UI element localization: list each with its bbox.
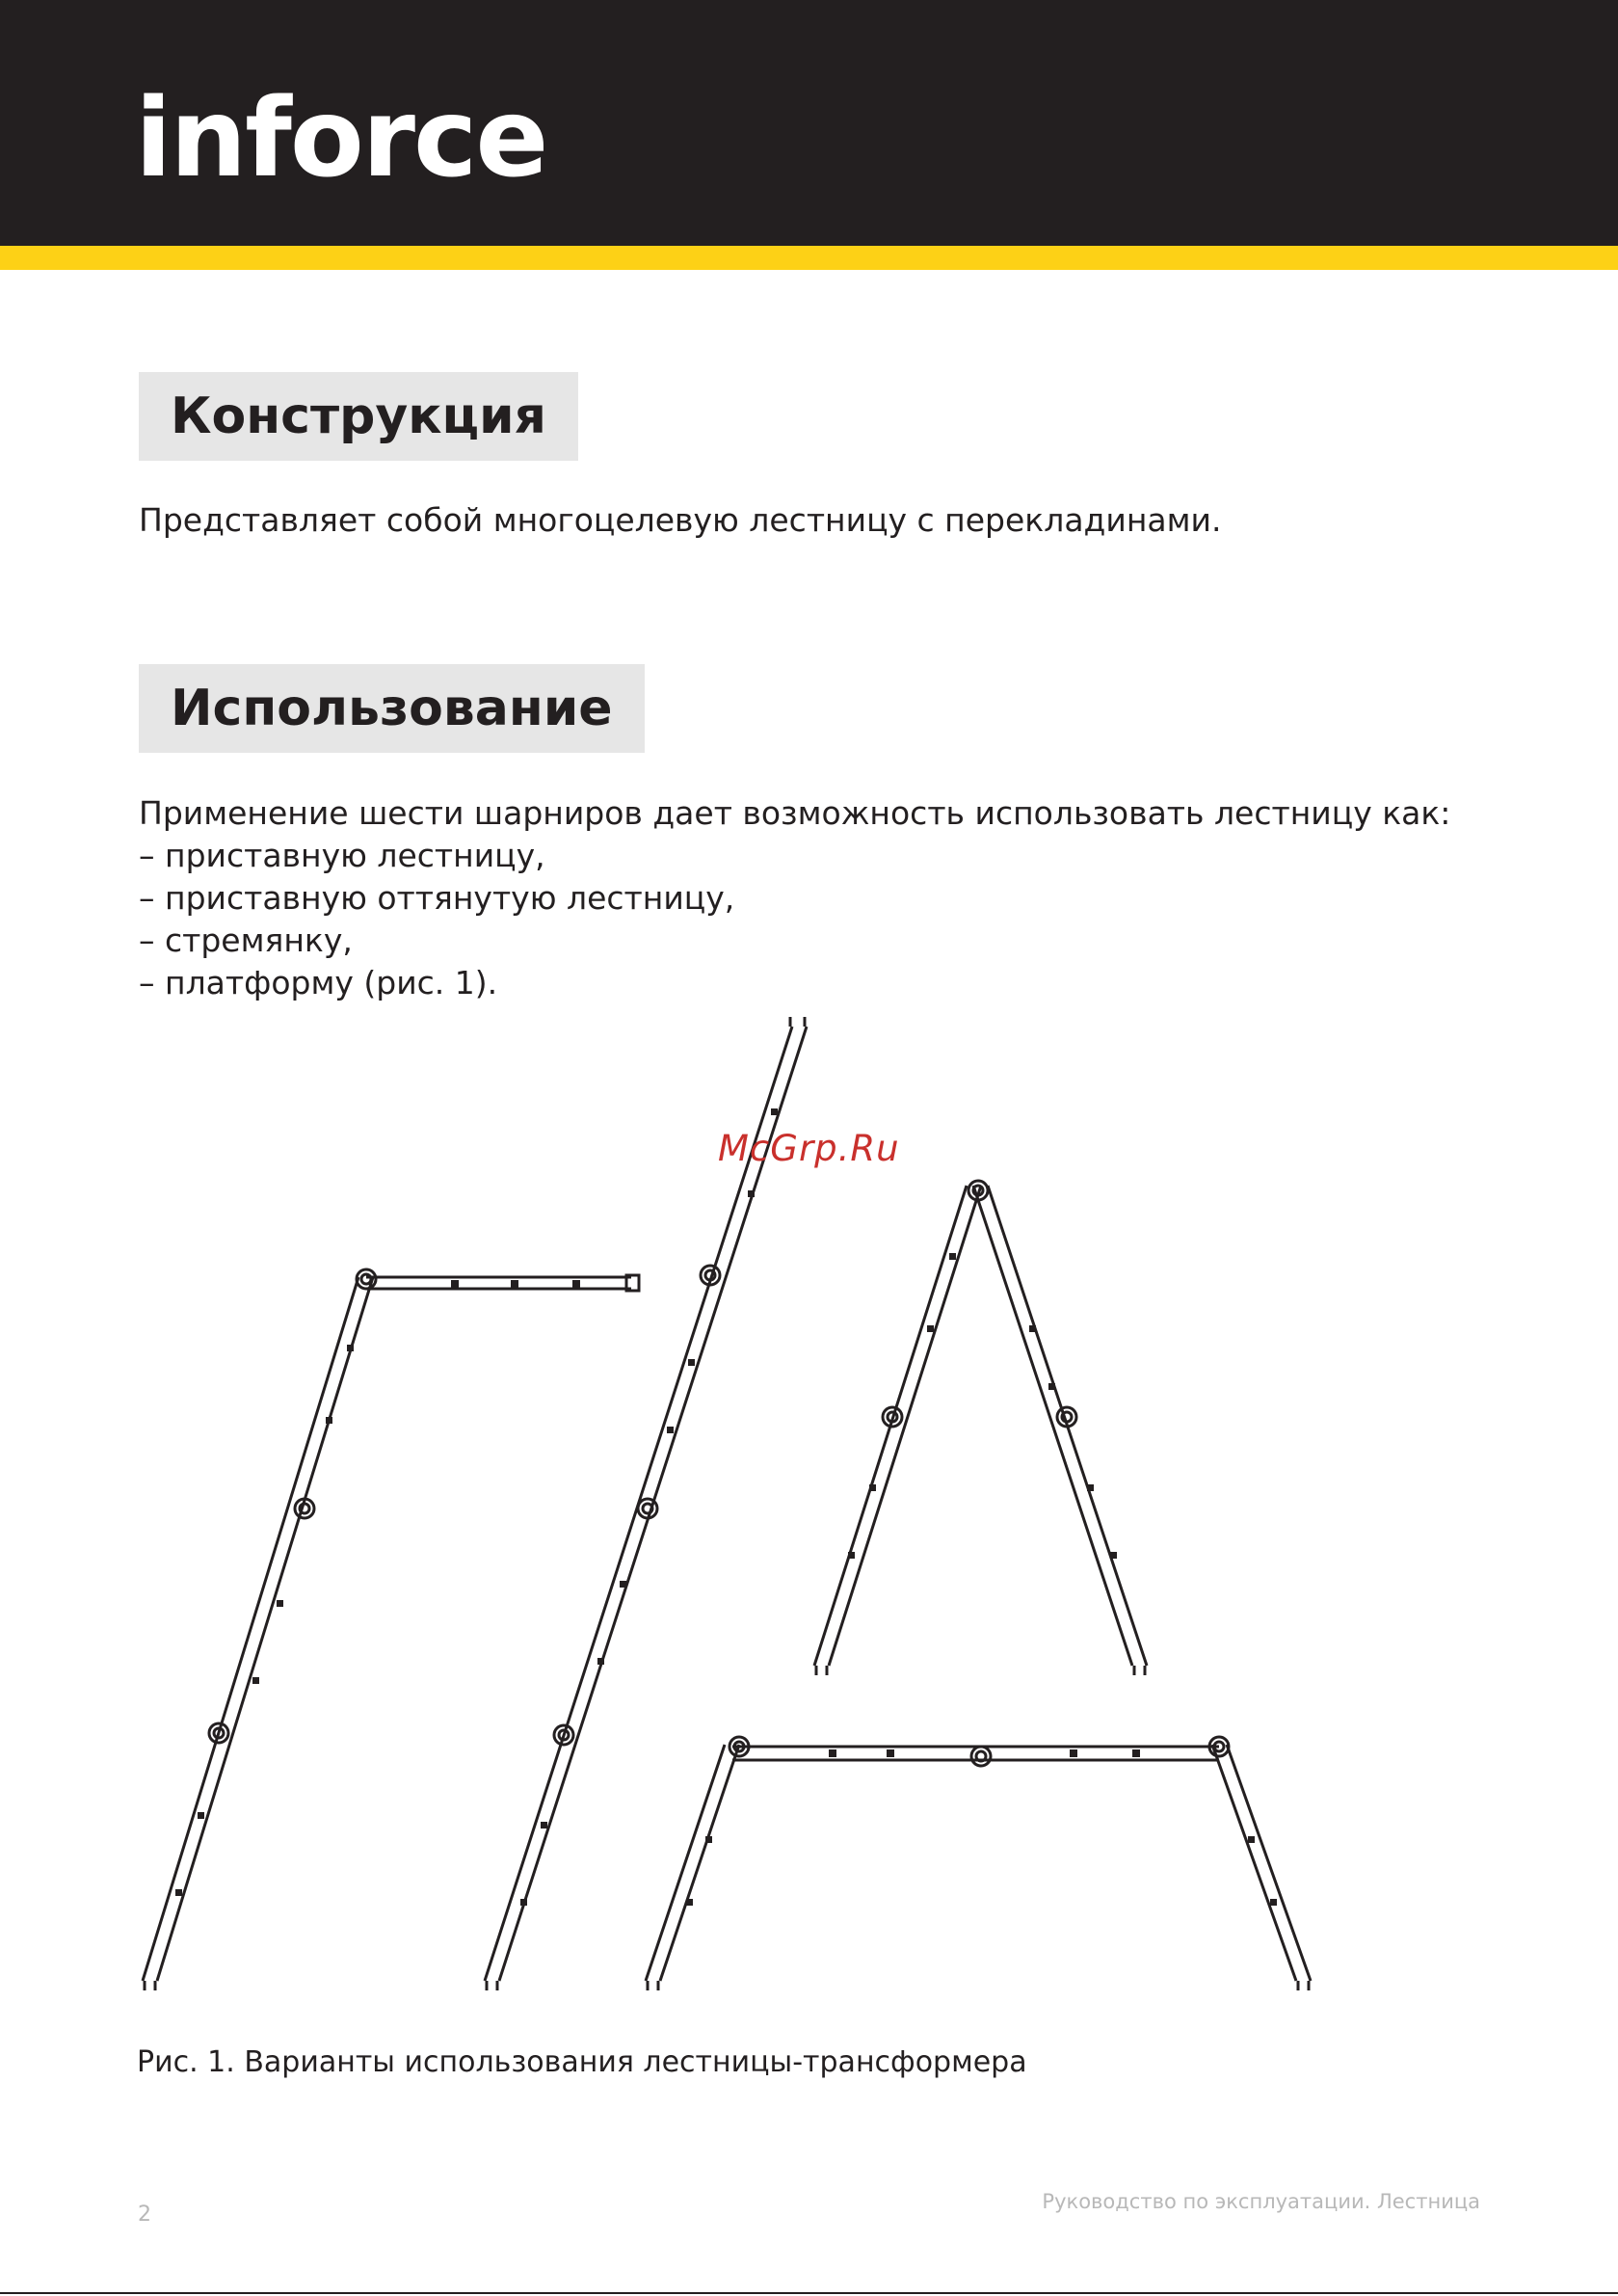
list-item: – платформу (рис. 1).	[139, 964, 498, 1001]
accent-stripe	[0, 246, 1618, 270]
section-title: Использование	[171, 680, 613, 737]
footer-rule	[0, 2292, 1618, 2294]
construction-text: Представляет собой многоцелевую лестницу с перекладинами.	[139, 501, 1222, 539]
figure-caption: Рис. 1. Варианты использования лестницы-трансформера	[137, 2045, 1027, 2079]
ladder-config-leaning-extended	[143, 1269, 639, 1990]
list-item: – приставную оттянутую лестницу,	[139, 879, 735, 917]
section-heading-usage	[139, 664, 645, 753]
ladder-config-platform	[646, 1737, 1311, 1990]
watermark: McGrp.Ru	[718, 1128, 900, 1169]
section-heading-construction	[139, 372, 578, 461]
usage-intro: Применение шести шарниров дает возможность использовать лестницу как:	[139, 794, 1451, 832]
brand-logo: inforce	[135, 76, 547, 201]
header-bar	[0, 0, 1618, 246]
footer-doc-title: Руководство по эксплуатации. Лестница	[1042, 2190, 1480, 2213]
section-title: Конструкция	[171, 387, 546, 445]
ladder-config-stepladder	[814, 1181, 1147, 1675]
list-item: – стремянку,	[139, 921, 353, 959]
page-number: 2	[138, 2203, 151, 2227]
usage-list	[139, 835, 734, 1004]
list-item: – приставную лестницу,	[139, 837, 545, 874]
